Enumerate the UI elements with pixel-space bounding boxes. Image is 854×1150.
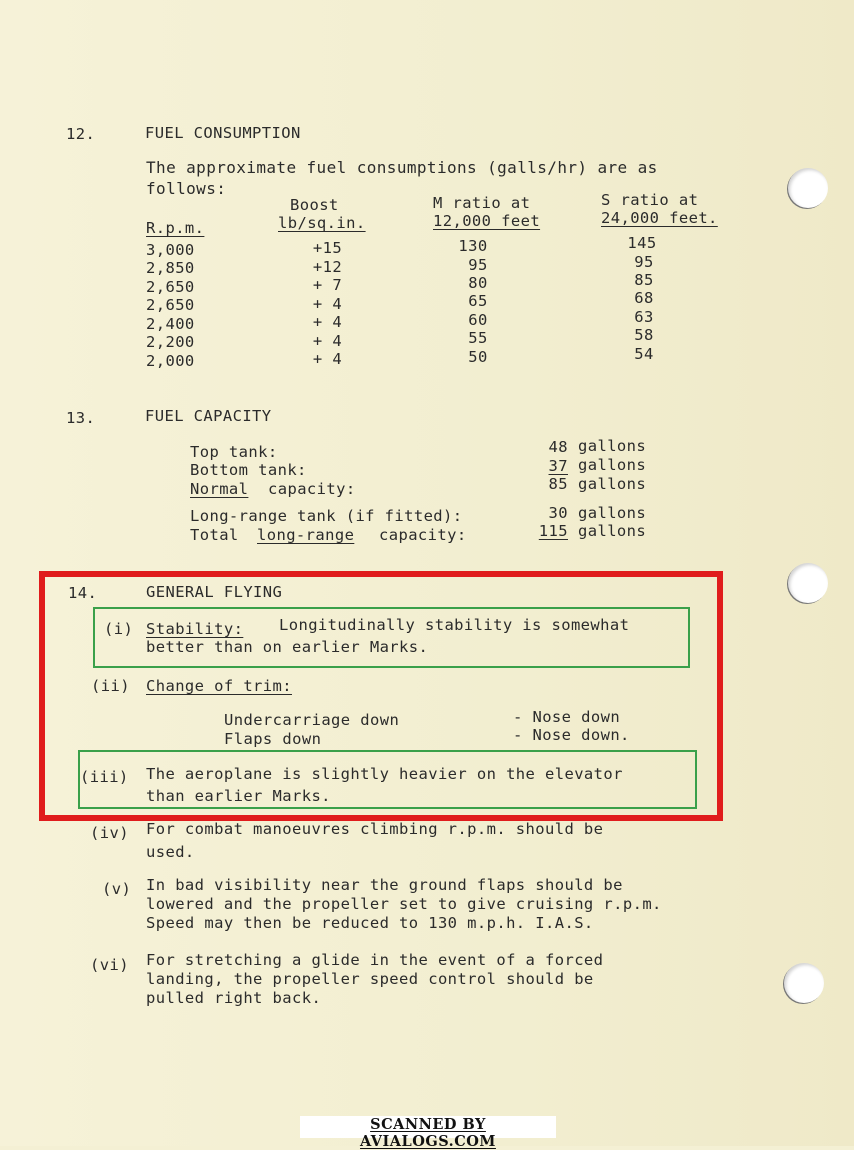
row-boost: + 4 [312,313,343,331]
item-v-number: (v) [102,880,132,898]
item-iii-number: (iii) [80,768,129,786]
top-tank-value: 48 [548,438,568,456]
row-s-ratio: 54 [634,345,654,363]
col-header-boost-1: Boost [290,196,339,214]
row-boost: +15 [312,239,343,257]
col-header-s-ratio-2: 24,000 feet. [601,209,718,227]
punch-hole-bottom [784,963,824,1003]
section-12-intro-line-2: follows: [146,179,227,198]
bottom-tank-unit: gallons [578,456,647,474]
row-boost: + 4 [312,295,343,313]
item-vi-text-line-2: landing, the propeller speed control should be [146,970,594,988]
item-ii-number: (ii) [91,677,130,695]
scanned-by-watermark: SCANNED BY AVIALOGS.COM [300,1116,556,1138]
item-v-text-line-1: In bad visibility near the ground flaps should be [146,876,623,894]
normal-capacity-value: 85 [548,475,568,493]
row-m-ratio: 80 [468,274,488,292]
row-s-ratio: 68 [634,289,654,307]
total-capacity-unit: gallons [578,522,647,540]
item-iv-text-line-2: used. [146,843,195,861]
item-i-number: (i) [104,620,134,638]
row-rpm: 2,650 [146,296,195,314]
row-s-ratio: 58 [634,326,654,344]
item-v-text-line-3: Speed may then be reduced to 130 m.p.h. I.A.S. [146,914,594,932]
highlight-box-stability [93,607,690,668]
item-vi-number: (vi) [90,956,129,974]
item-i-text-line-1: Longitudinally stability is somewhat [279,616,630,634]
item-v-text-line-2: lowered and the propeller set to give cruising r.p.m. [146,895,662,913]
top-tank-label: Top tank: [190,443,278,461]
total-capacity-value: 115 [538,522,568,540]
row-s-ratio: 63 [634,308,654,326]
item-iv-text-line-1: For combat manoeuvres climbing r.p.m. should be [146,820,604,838]
section-12-intro-line-1: The approximate fuel consumptions (galls/hr) are as [146,158,658,177]
row-s-ratio: 95 [634,253,654,271]
row-rpm: 2,650 [146,278,195,296]
top-tank-unit: gallons [578,437,647,455]
row-boost: +12 [312,258,343,276]
total-capacity-keyword: long-range [257,526,355,544]
col-header-m-ratio-2: 12,000 feet [433,212,541,230]
trim-undercarriage-label: Undercarriage down [224,711,400,729]
item-iii-text-line-2: than earlier Marks. [146,787,331,805]
total-capacity-label: capacity: [379,526,467,544]
normal-capacity-unit: gallons [578,475,647,493]
long-range-tank-label: Long-range tank (if fitted): [190,507,463,525]
section-14-title: GENERAL FLYING [146,583,283,601]
section-12-title: FUEL CONSUMPTION [145,124,301,142]
row-m-ratio: 130 [458,237,488,255]
section-13-number: 13. [66,409,96,427]
row-s-ratio: 85 [634,271,654,289]
col-header-s-ratio-1: S ratio at [601,191,699,209]
trim-undercarriage-value: - Nose down [513,708,621,726]
row-m-ratio: 95 [468,256,488,274]
item-i-text-line-2: better than on earlier Marks. [146,638,429,656]
row-m-ratio: 50 [468,348,488,366]
section-13-title: FUEL CAPACITY [145,407,272,425]
row-rpm: 2,850 [146,259,195,277]
item-ii-heading: Change of trim: [146,677,292,695]
col-header-rpm: R.p.m. [146,219,205,237]
row-m-ratio: 60 [468,311,488,329]
row-boost: + 7 [312,276,343,294]
item-iv-number: (iv) [90,824,129,842]
punch-hole-middle [788,563,828,603]
row-rpm: 3,000 [146,241,195,259]
item-i-heading: Stability: [146,620,244,638]
long-range-tank-unit: gallons [578,504,647,522]
row-boost: + 4 [312,350,343,368]
section-12-number: 12. [66,125,96,143]
row-boost: + 4 [312,332,343,350]
trim-flaps-value: - Nose down. [513,726,630,744]
trim-flaps-label: Flaps down [224,730,322,748]
total-capacity-prefix: Total [190,526,239,544]
row-m-ratio: 65 [468,292,488,310]
col-header-m-ratio-1: M ratio at [433,194,531,212]
long-range-tank-value: 30 [548,504,568,522]
item-vi-text-line-3: pulled right back. [146,989,322,1007]
row-rpm: 2,200 [146,333,195,351]
normal-capacity-keyword: Normal [190,480,249,498]
col-header-boost-2: lb/sq.in. [278,214,366,232]
section-14-number: 14. [68,584,98,602]
row-s-ratio: 145 [627,234,657,252]
row-rpm: 2,400 [146,315,195,333]
row-rpm: 2,000 [146,352,195,370]
normal-capacity-label: capacity: [268,480,356,498]
row-m-ratio: 55 [468,329,488,347]
punch-hole-top [788,168,828,208]
item-vi-text-line-1: For stretching a glide in the event of a forced [146,951,604,969]
bottom-tank-label: Bottom tank: [190,461,307,479]
item-iii-text-line-1: The aeroplane is slightly heavier on the elevator [146,765,623,783]
highlight-box-elevator [78,750,697,809]
bottom-tank-value: 37 [548,457,568,475]
